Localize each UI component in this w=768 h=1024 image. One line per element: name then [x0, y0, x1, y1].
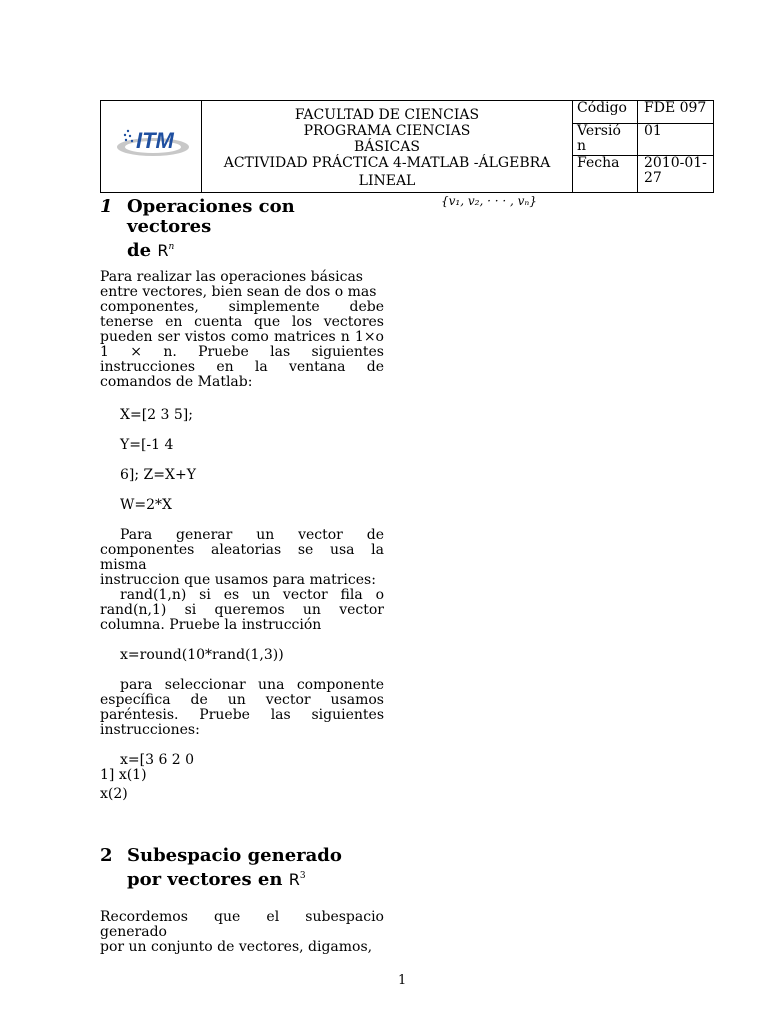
version-label: Versió n	[573, 124, 638, 156]
version-value: 01	[638, 124, 714, 156]
header-table	[100, 100, 714, 193]
paragraph-rand: rand(1,n) si es un vector fila o rand(n,1) si queremos un vector columna. Pruebe la instrucción	[100, 587, 384, 633]
codigo-label: Código	[573, 101, 638, 124]
codigo-value: FDE 097	[638, 101, 714, 124]
section-2-heading: 2 Subespacio generado por vectores en $R^3$	[100, 846, 390, 891]
paragraph-intro: Para realizar las operaciones básicas entre vectores, bien sean de dos o mas componentes, simplemente debe tenerse en cuenta que los vectores pueden ser vistos como matrices n 1×o 1 × n. Pruebe las siguientes instrucciones en la ventana de comandos de Matlab:	[100, 269, 384, 390]
code-line: x=[3 6 2 0	[120, 752, 195, 768]
logo-text: ITM	[136, 128, 174, 153]
paragraph-subspace: Recordemos que el subespacio generado por un conjunto de vectores, digamos,	[100, 909, 384, 955]
logo-cell	[101, 101, 202, 193]
header-title: FACULTAD DE CIENCIAS PROGRAMA CIENCIAS BÁSICAS ACTIVIDAD PRÁCTICA 4-MATLAB -ÁLGEBRA LINEAL	[202, 101, 573, 193]
section-1-title: Operaciones con vectores	[127, 196, 295, 237]
code-line: 1] x(1)	[100, 767, 147, 783]
code-line: x=round(10*rand(1,3))	[120, 647, 284, 663]
code-line: x(2)	[100, 786, 128, 802]
section-2-title: Subespacio generado	[127, 845, 342, 866]
itm-logo	[116, 121, 190, 159]
page-number: 1	[398, 973, 407, 988]
fecha-label: Fecha	[573, 156, 638, 193]
section-1-number: 1	[100, 196, 113, 217]
paragraph-random: Para generar un vector de componentes aleatorias se usa la misma instruccion que usamos para matrices:	[100, 527, 384, 588]
code-line: 6]; Z=X+Y	[120, 467, 196, 483]
code-line: X=[2 3 5];	[120, 407, 193, 423]
fecha-value: 2010-01- 27	[638, 156, 714, 193]
section-1-heading: 1 Operaciones con vectores de $R^n$	[100, 197, 390, 242]
paragraph-select: para seleccionar una componente específica de un vector usamos paréntesis. Pruebe las siguientes instrucciones:	[100, 677, 384, 738]
code-line: W=2*X	[120, 497, 172, 513]
vector-set-notation: {v₁, v₂, · · · , vₙ}	[441, 194, 537, 208]
code-line: Y=[-1 4	[120, 437, 174, 453]
section-2-number: 2	[100, 845, 113, 866]
